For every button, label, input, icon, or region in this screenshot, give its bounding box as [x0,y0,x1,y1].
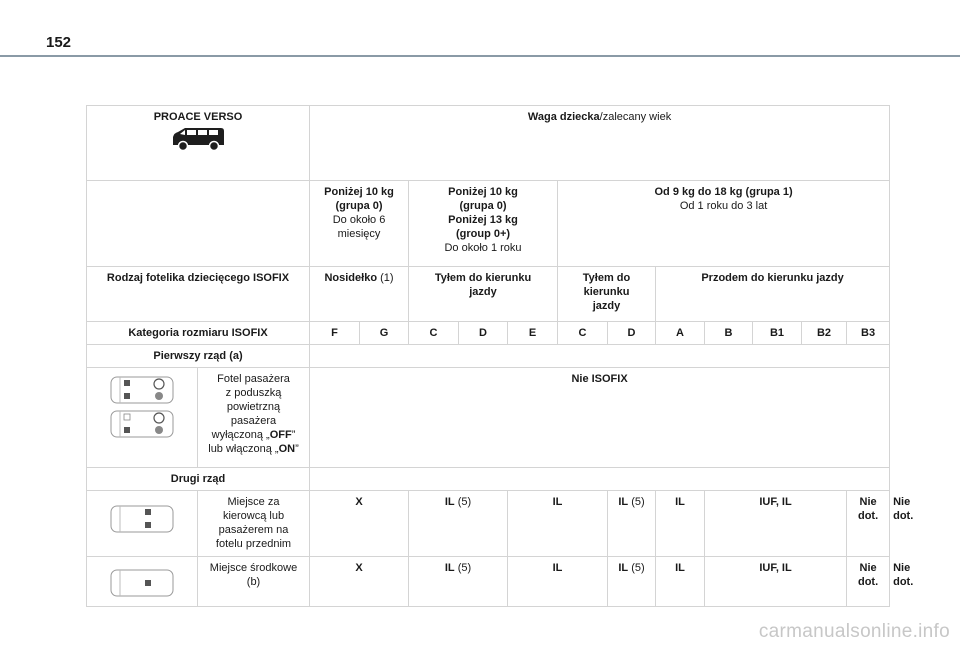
seat-layout-icon [108,408,176,440]
row1-title: Pierwszy rząd (a) [87,345,310,368]
cell-il: IL [656,557,705,607]
size-class-row [87,322,890,345]
size-class-value: G [360,322,409,345]
row2-title-row [87,468,890,491]
cell-iuf-il: IUF, IL [705,557,847,607]
cell-il-5: IL (5) [409,557,508,607]
outer-seat-desc: Miejsce za kierowcą lub pasażerem na fotelu przednim [198,491,310,557]
cell-x: X [310,491,409,557]
cell-nie-dot: Nie dot. [847,557,890,607]
group-row [87,181,890,267]
watermark: carmanualsonline.info [758,621,950,642]
header-row [87,106,890,181]
seat-type-label: Rodzaj fotelika dziecięcego ISOFIX [87,267,310,322]
group-0-plus: Poniżej 10 kg (grupa 0) Poniżej 13 kg (group 0+) Do około 1 roku [409,181,558,267]
van-icon [169,126,227,152]
forward-facing: Przodem do kierunku jazdy [656,267,890,322]
model-name: PROACE VERSO [153,111,243,123]
middle-seat-desc: Miejsce środkowe (b) [198,557,310,607]
row1-title-empty [310,345,890,368]
rear-facing-2: Tyłem do kierunku jazdy [558,267,656,322]
cell-il: IL [508,557,608,607]
front-seat-value: Nie ISOFIX [310,368,890,468]
cell-il: IL [656,491,705,557]
weight-header: Waga dziecka/zalecany wiek [310,106,890,181]
row1-title-row [87,345,890,368]
size-class-value: D [459,322,508,345]
size-class-value: B [705,322,753,345]
size-class-label: Kategoria rozmiaru ISOFIX [87,322,310,345]
cell-il-5: IL (5) [409,491,508,557]
middle-seat-row: Miejsce środkowe (b) X IL (5) IL IL (5) IL IUF, IL Nie dot. Nie dot. [87,557,890,607]
size-class-value: C [558,322,608,345]
header-rule [0,55,960,57]
front-passenger-row [87,368,890,468]
seat-layout-icon [108,567,176,599]
group-empty [87,181,310,267]
size-class-value: E [508,322,558,345]
size-class-value: D [608,322,656,345]
cell-x: X [310,557,409,607]
group-0: Poniżej 10 kg (grupa 0) Do około 6 miesięcy [310,181,409,267]
carrier-cell: Nosidełko (1) [310,267,409,322]
outer-seat-row: Miejsce za kierowcą lub pasażerem na fotelu przednim X IL (5) IL IL (5) IL IUF, IL Nie dot. Nie dot. [87,491,890,557]
size-class-value: F [310,322,360,345]
middle-seat-icon-cell [87,557,198,607]
size-class-value: B3 [847,322,890,345]
cell-iuf-il: IUF, IL [705,491,847,557]
front-seat-desc: Fotel pasażera z poduszką powietrzną pasażera wyłączoną „OFF” lub włączoną „ON” [198,368,310,468]
size-class-value: C [409,322,459,345]
cell-il: IL [508,491,608,557]
cell-nie-dot: Nie dot. [847,491,890,557]
size-class-value: B1 [753,322,802,345]
seat-type-row [87,267,890,322]
size-class-value: A [656,322,705,345]
cell-il-5: IL (5) [608,557,656,607]
group-1: Od 9 kg do 18 kg (grupa 1) Od 1 roku do 3 lat [558,181,890,267]
seat-layout-icon [108,503,176,535]
page-number: 152 [46,34,72,51]
isofix-table [86,105,914,607]
rear-facing-1: Tyłem do kierunku jazdy [409,267,558,322]
outer-seat-icon-cell [87,491,198,557]
row2-title: Drugi rząd [87,468,310,491]
cell-il-5: IL (5) [608,491,656,557]
size-class-value: B2 [802,322,847,345]
seat-layout-icon [108,374,176,406]
row2-title-empty [310,468,890,491]
front-seat-icons [87,368,198,468]
model-cell [87,106,310,181]
